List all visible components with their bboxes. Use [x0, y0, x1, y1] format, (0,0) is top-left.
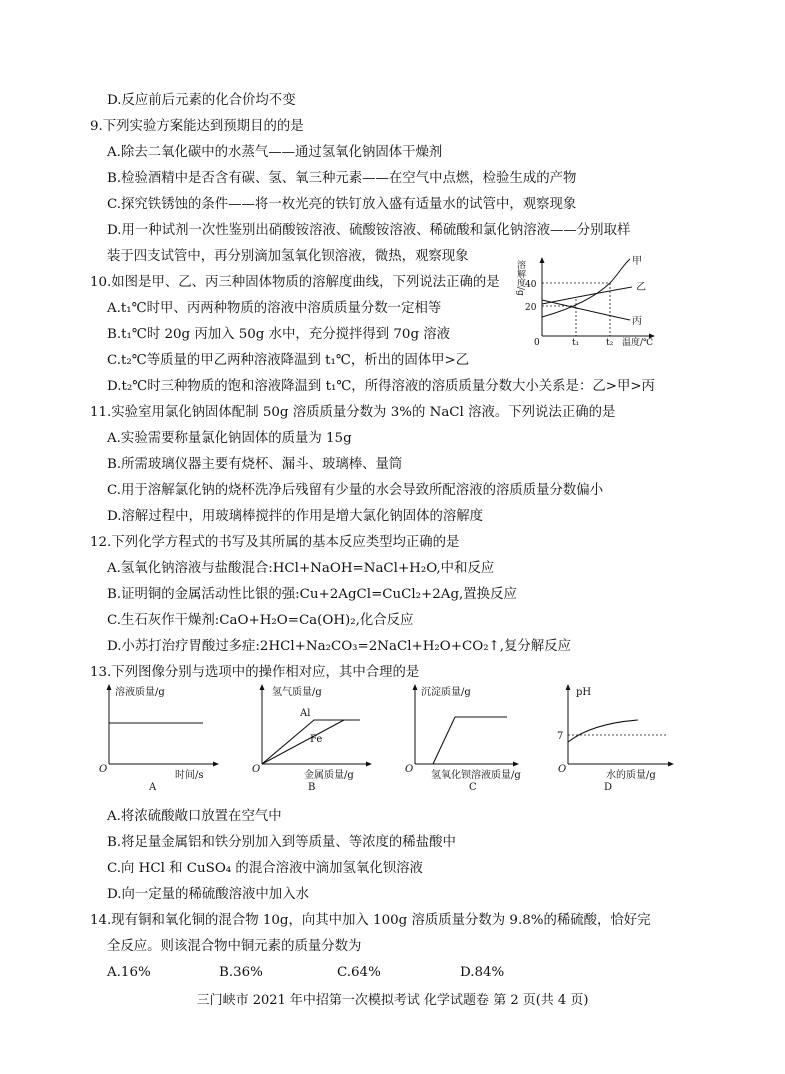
graph-d-xlabel: 水的质量/g: [606, 770, 656, 781]
q13-option-b: B.将足量金属铝和铁分别加入到等质量、等浓度的稀盐酸中: [107, 835, 456, 850]
q12-option-b: B.证明铜的金属活动性比银的强:Cu+2AgCl=CuCl₂+2Ag,置换反应: [107, 587, 517, 602]
q14-option-d: D.84%: [460, 965, 505, 980]
q13-option-a: A.将浓硫酸敞口放置在空气中: [107, 809, 282, 824]
q9-option-c: C.探究铁锈蚀的条件——将一枚光亮的铁钉放入盛有适量水的试管中，观察现象: [107, 197, 577, 212]
q10-option-d: D.t₂℃时三种物质的饱和溶液降温到 t₁℃，所得溶液的溶质质量分数大小关系是：乙>甲>丙: [107, 379, 655, 394]
curve-precipitate: [433, 717, 507, 764]
graph-b-ylabel: 氢气质量/g: [272, 687, 322, 698]
q13-graph-c: [403, 680, 553, 795]
q11-option-d: D.溶解过程中，用玻璃棒搅拌的作用是增大氯化钠固体的溶解度: [107, 509, 484, 524]
q10-xlabel: 温度/℃: [622, 338, 654, 346]
graph-d-ylabel: pH: [576, 687, 592, 698]
curve-jia: [542, 259, 630, 317]
q10-option-b: B.t₁℃时 20g 丙加入 50g 水中，充分搅拌得到 70g 溶液: [107, 327, 451, 342]
graph-c-ylabel: 沉淀质量/g: [421, 687, 471, 698]
q11-option-a: A.实验需要称量氯化钠固体的质量为 15g: [107, 431, 352, 446]
graph-a-ylabel: 溶液质量/g: [115, 687, 165, 698]
curve-bing: [542, 300, 630, 320]
graph-a-xlabel: 时间/s: [175, 770, 204, 781]
q14-option-c: C.64%: [337, 965, 381, 980]
q14-option-b: B.36%: [219, 965, 263, 980]
q10-solubility-graph: [512, 254, 662, 346]
graph-b-fe: Fe: [310, 734, 323, 745]
q10-t1: t₁: [572, 338, 580, 346]
q9-option-d: D.用一种试剂一次性鉴别出硝酸铵溶液、硫酸铵溶液、稀硫酸和氯化钠溶液——分别取样: [107, 223, 631, 238]
curve-fe: [262, 720, 344, 764]
q13-stem: 13.下列图像分别与选项中的操作相对应，其中合理的是: [90, 665, 420, 680]
q11-option-c: C.用于溶解氯化钠的烧杯洗净后残留有少量的水会导致所配溶液的溶质质量分数偏小: [107, 483, 604, 498]
graph-d-letter: D: [604, 782, 613, 793]
graph-a-origin: O: [99, 764, 108, 775]
label-bing: 丙: [632, 316, 642, 327]
q10-option-a: A.t₁℃时甲、丙两种物质的溶液中溶质质量分数一定相等: [107, 301, 442, 316]
q10-t2: t₂: [606, 338, 614, 346]
curve-yi: [542, 287, 632, 304]
q10-y40: 40: [525, 280, 537, 290]
label-yi: 乙: [636, 282, 646, 293]
q12-option-a: A.氢氧化钠溶液与盐酸混合:HCl+NaOH=NaCl+H₂O,中和反应: [107, 561, 495, 576]
q10-ylabel: 溶解度/g: [515, 260, 525, 296]
graph-d-seven: 7: [557, 731, 564, 742]
q14-option-a: A.16%: [107, 965, 151, 980]
q12-stem: 12.下列化学方程式的书写及其所属的基本反应类型均正确的是: [90, 535, 460, 550]
q14-stem-cont: 全反应。则该混合物中铜元素的质量分数为: [107, 939, 362, 954]
graph-d-origin: O: [558, 764, 567, 775]
q13-graph-d: [556, 680, 686, 795]
q13-option-d: D.向一定量的稀硫酸溶液中加入水: [107, 887, 309, 902]
graph-b-origin: O: [252, 764, 261, 775]
graph-c-letter: C: [469, 782, 477, 793]
graph-b-letter: B: [308, 782, 316, 793]
q13-option-c: C.向 HCl 和 CuSO₄ 的混合溶液中滴加氢氧化钡溶液: [107, 861, 423, 876]
label-jia: 甲: [632, 256, 642, 267]
q11-option-b: B.所需玻璃仪器主要有烧杯、漏斗、玻璃棒、量筒: [107, 457, 403, 472]
q12-option-c: C.生石灰作干燥剂:CaO+H₂O=Ca(OH)₂,化合反应: [107, 613, 414, 628]
q10-option-c: C.t₂℃等质量的甲乙两种溶液降温到 t₁℃，析出的固体甲>乙: [107, 353, 470, 368]
graph-b-al: Al: [300, 708, 311, 719]
q9-option-b: B.检验酒精中是否含有碳、氢、氧三种元素——在空气中点燃，检验生成的产物: [107, 171, 577, 186]
graph-b-xlabel: 金属质量/g: [304, 770, 354, 781]
q9-stem: 9.下列实验方案能达到预期目的的是: [90, 119, 304, 134]
graph-c-xlabel: 氢氧化钡溶液质量/g: [431, 770, 521, 781]
q9-option-a: A.除去二氧化碳中的水蒸气——通过氢氧化钠固体干燥剂: [107, 145, 443, 160]
graph-a-letter: A: [149, 782, 157, 793]
graph-c-origin: O: [405, 764, 414, 775]
curve-ph: [568, 720, 638, 742]
q12-option-d: D.小苏打治疗胃酸过多症:2HCl+Na₂CO₃=2NaCl+H₂O+CO₂↑,复分解反应: [107, 639, 571, 654]
page-footer: 三门峡市 2021 年中招第一次模拟考试 化学试题卷 第 2 页(共 4 页): [196, 993, 589, 1008]
q13-graph-b: [250, 680, 380, 795]
q11-stem: 11.实验室用氯化钠固体配制 50g 溶质质量分数为 3%的 NaCl 溶液。下列说法正确的是: [90, 405, 616, 420]
q9-option-d-cont: 装于四支试管中，再分别滴加氢氧化钡溶液，微热，观察现象: [107, 249, 469, 264]
q10-y20: 20: [525, 303, 537, 313]
q14-stem: 14.现有铜和氧化铜的混合物 10g，向其中加入 100g 溶质质量分数为 9.8%的稀硫酸，恰好完: [90, 913, 651, 928]
q10-stem: 10.如图是甲、乙、丙三种固体物质的溶解度曲线，下列说法正确的是: [90, 275, 500, 290]
q13-graph-a: [97, 680, 227, 795]
q10-origin: 0: [534, 338, 540, 346]
q8-option-d: D.反应前后元素的化合价均不变: [107, 93, 296, 108]
